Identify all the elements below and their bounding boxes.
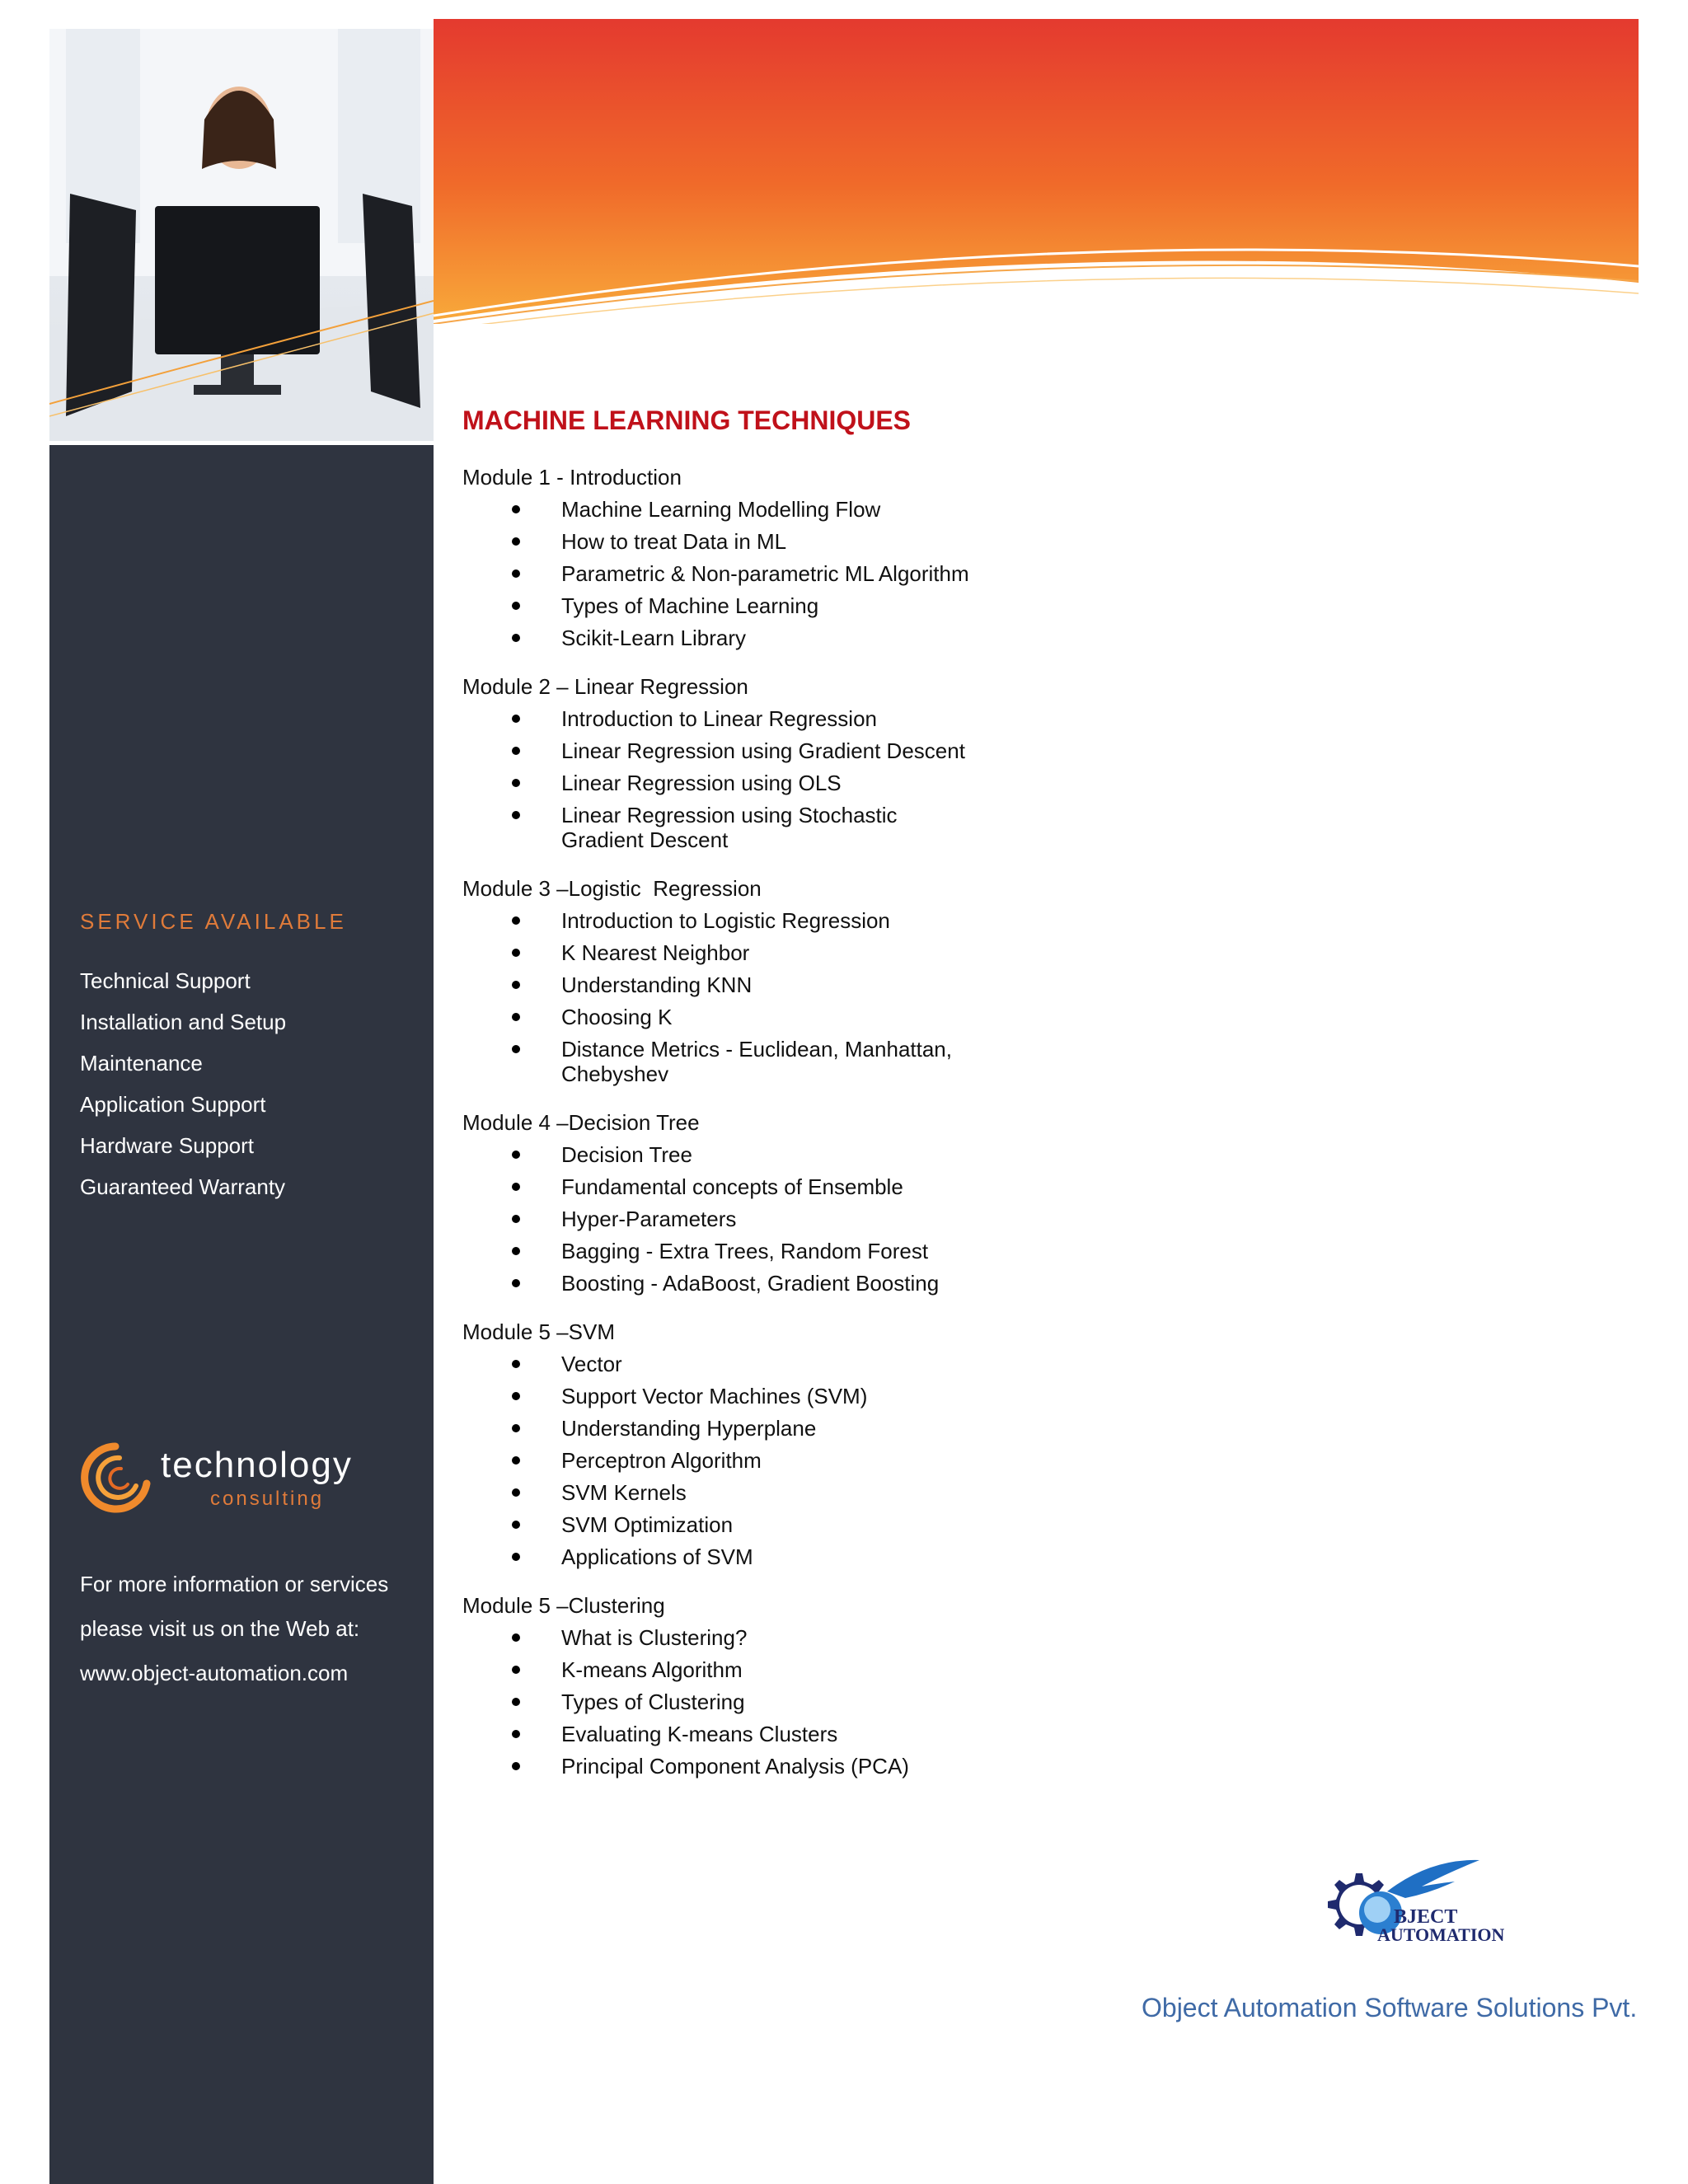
topic-item: Principal Component Analysis (PCA) (462, 1750, 1072, 1783)
module-4 (462, 1107, 1287, 1300)
topic-item: SVM Optimization (462, 1509, 1072, 1541)
topic-item: Vector (462, 1348, 1072, 1380)
office-photo (49, 29, 434, 441)
logo-subword: consulting (210, 1488, 325, 1510)
topic-item: Understanding Hyperplane (462, 1413, 1072, 1445)
page-title: MACHINE LEARNING TECHNIQUES (462, 405, 912, 435)
office-photo-illustration (49, 29, 434, 441)
topic-item: Scikit-Learn Library (462, 622, 1072, 654)
topic-item: Linear Regression using Gradient Descent (462, 735, 1072, 767)
module-6 (462, 1590, 1287, 1783)
service-item: Technical Support (80, 968, 251, 993)
service-item: Installation and Setup (80, 1010, 287, 1034)
topic-item: K Nearest Neighbor (462, 937, 1072, 969)
topic-item: Types of Clustering (462, 1686, 1072, 1718)
topic-list (462, 494, 1287, 654)
module-title: Module 4 –Decision Tree (462, 1110, 700, 1135)
header-banner (434, 19, 1639, 324)
object-automation-logo (1315, 1858, 1504, 1957)
topic-item: Boosting - AdaBoost, Gradient Boosting (462, 1268, 1072, 1300)
topic-item: Types of Machine Learning (462, 590, 1072, 622)
service-heading: SERVICE AVAILABLE (80, 909, 347, 934)
logo-word: technology (161, 1445, 353, 1485)
company-name: Object Automation Software Solutions Pvt. (1142, 1993, 1638, 2022)
topic-list (462, 1348, 1287, 1573)
logo-text-top: BJECT (1394, 1906, 1458, 1928)
module-2 (462, 671, 1287, 856)
topic-item: What is Clustering? (462, 1622, 1072, 1654)
topic-list (462, 1622, 1287, 1783)
contact-info (80, 1562, 426, 1695)
topic-list (462, 905, 1287, 1090)
topic-item: Distance Metrics - Euclidean, Manhattan, Chebyshev (462, 1033, 990, 1090)
module-title: Module 3 –Logistic Regression (462, 876, 762, 901)
module-3 (462, 873, 1287, 1090)
technology-swirl-icon (78, 1438, 152, 1521)
topic-item: Introduction to Logistic Regression (462, 905, 1072, 937)
object-automation-gear-icon (1315, 1858, 1504, 1957)
logo-text-bottom: AUTOMATION (1377, 1924, 1504, 1945)
topic-item: Applications of SVM (462, 1541, 1072, 1573)
topic-list (462, 703, 1287, 856)
topic-item: How to treat Data in ML (462, 526, 1072, 558)
topic-item: Linear Regression using OLS (462, 767, 1072, 799)
topic-item: Evaluating K-means Clusters (462, 1718, 1072, 1750)
topic-item: K-means Algorithm (462, 1654, 1072, 1686)
module-title: Module 5 –Clustering (462, 1593, 665, 1618)
technology-consulting-logo (78, 1438, 359, 1529)
contact-line: please visit us on the Web at: (80, 1616, 360, 1641)
topic-item: Perceptron Algorithm (462, 1445, 1072, 1477)
sidebar (49, 445, 434, 2184)
topic-item: Decision Tree (462, 1139, 1072, 1171)
topic-item: SVM Kernels (462, 1477, 1072, 1509)
module-1 (462, 462, 1287, 654)
website-link[interactable]: www.object-automation.com (80, 1661, 349, 1685)
module-title: Module 1 - Introduction (462, 465, 682, 490)
topic-item: Introduction to Linear Regression (462, 703, 1072, 735)
topic-item: Linear Regression using Stochastic Gradient Descent (462, 799, 940, 856)
service-item: Hardware Support (80, 1133, 254, 1158)
topic-item: Bagging - Extra Trees, Random Forest (462, 1235, 1072, 1268)
contact-line: For more information or services (80, 1572, 389, 1596)
module-title: Module 5 –SVM (462, 1319, 615, 1344)
topic-item: Choosing K (462, 1001, 1072, 1033)
service-list (80, 960, 286, 1207)
topic-item: Parametric & Non-parametric ML Algorithm (462, 558, 1072, 590)
module-title: Module 2 – Linear Regression (462, 674, 748, 699)
service-item: Guaranteed Warranty (80, 1174, 286, 1199)
topic-list (462, 1139, 1287, 1300)
topic-item: Fundamental concepts of Ensemble (462, 1171, 1072, 1203)
topic-item: Understanding KNN (462, 969, 1072, 1001)
topic-item: Machine Learning Modelling Flow (462, 494, 1072, 526)
topic-item: Support Vector Machines (SVM) (462, 1380, 1072, 1413)
service-item: Application Support (80, 1092, 266, 1117)
course-outline (462, 462, 1287, 1799)
header-swoosh (434, 19, 1639, 324)
module-5 (462, 1316, 1287, 1573)
service-item: Maintenance (80, 1051, 203, 1076)
topic-item: Hyper-Parameters (462, 1203, 1072, 1235)
